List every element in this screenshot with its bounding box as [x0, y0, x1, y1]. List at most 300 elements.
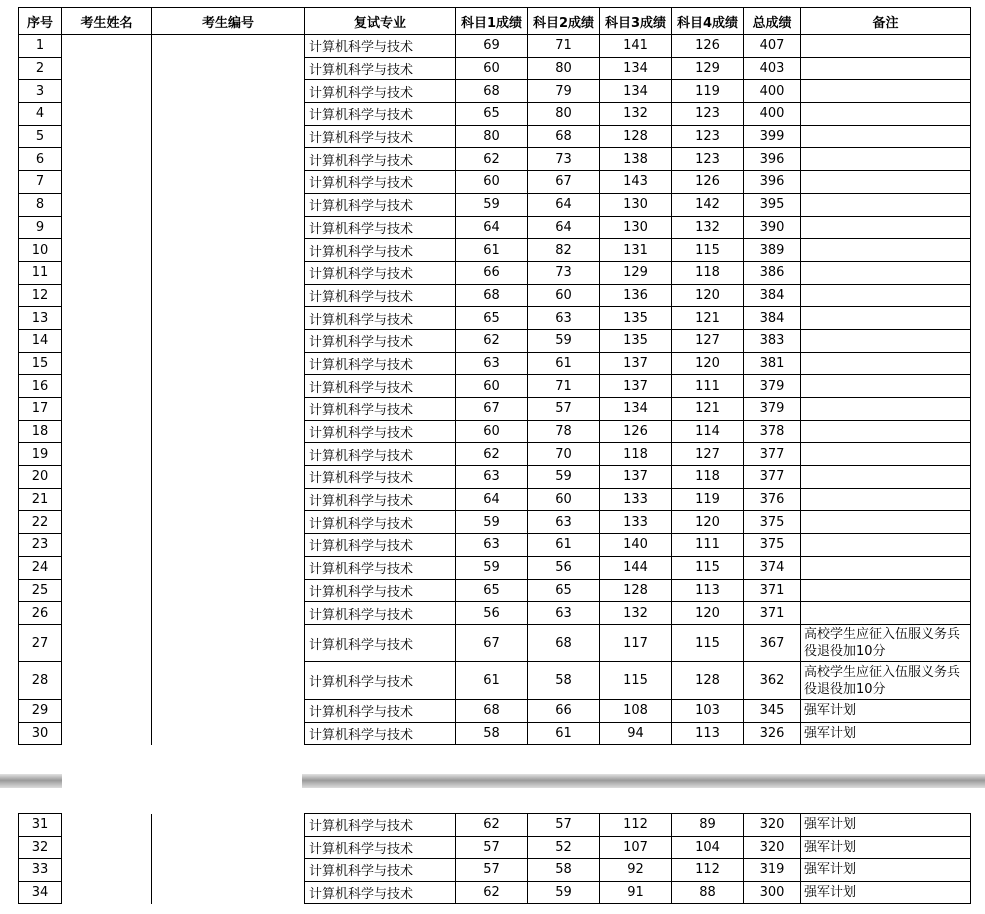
candidate-id-cell: [152, 352, 305, 375]
candidate-id-cell: [152, 329, 305, 352]
major-cell: 计算机科学与技术: [305, 556, 456, 579]
major-cell: 计算机科学与技术: [305, 420, 456, 443]
table-row: [19, 579, 971, 602]
remark-cell: 强军计划: [801, 859, 971, 882]
score3-cell: 135: [600, 307, 672, 330]
major-cell: 计算机科学与技术: [305, 579, 456, 602]
total-cell: 384: [744, 307, 801, 330]
score4-cell: 111: [672, 375, 744, 398]
major-cell: 计算机科学与技术: [305, 814, 456, 837]
table-body-part2: [19, 814, 971, 904]
score3-cell: 128: [600, 579, 672, 602]
remark-cell: [801, 488, 971, 511]
table-row: [19, 881, 971, 904]
total-cell: 389: [744, 239, 801, 262]
table-row: [19, 171, 971, 194]
name-cell: [62, 329, 152, 352]
name-cell: [62, 836, 152, 859]
seq-cell: 16: [19, 375, 62, 398]
score2-cell: 73: [528, 261, 600, 284]
major-cell: 计算机科学与技术: [305, 534, 456, 557]
table-row: [19, 722, 971, 745]
score2-cell: 59: [528, 881, 600, 904]
score3-cell: 117: [600, 624, 672, 662]
header-candidate-id: 考生编号: [152, 8, 305, 35]
score1-cell: 61: [456, 239, 528, 262]
name-cell: [62, 814, 152, 837]
name-cell: [62, 35, 152, 58]
total-cell: 396: [744, 171, 801, 194]
score4-cell: 89: [672, 814, 744, 837]
seq-cell: 30: [19, 722, 62, 745]
score4-cell: 127: [672, 329, 744, 352]
name-cell: [62, 261, 152, 284]
table-row: [19, 466, 971, 489]
score4-cell: 114: [672, 420, 744, 443]
candidate-id-cell: [152, 420, 305, 443]
score1-cell: 67: [456, 624, 528, 662]
score1-cell: 60: [456, 375, 528, 398]
score2-cell: 64: [528, 216, 600, 239]
name-cell: [62, 284, 152, 307]
table-row: [19, 375, 971, 398]
score2-cell: 60: [528, 488, 600, 511]
table-row: [19, 814, 971, 837]
candidate-id-cell: [152, 662, 305, 700]
table-row: [19, 443, 971, 466]
score3-cell: 134: [600, 398, 672, 421]
remark-cell: 高校学生应征入伍服义务兵役退役加10分: [801, 662, 971, 700]
major-cell: 计算机科学与技术: [305, 881, 456, 904]
seq-cell: 15: [19, 352, 62, 375]
major-cell: 计算机科学与技术: [305, 722, 456, 745]
score4-cell: 123: [672, 125, 744, 148]
score4-cell: 120: [672, 602, 744, 625]
remark-cell: [801, 171, 971, 194]
score2-cell: 71: [528, 35, 600, 58]
table-row: [19, 329, 971, 352]
candidate-id-cell: [152, 216, 305, 239]
score2-cell: 56: [528, 556, 600, 579]
table-row: [19, 624, 971, 662]
score1-cell: 80: [456, 125, 528, 148]
score2-cell: 79: [528, 80, 600, 103]
candidate-id-cell: [152, 261, 305, 284]
score2-cell: 58: [528, 859, 600, 882]
seq-cell: 1: [19, 35, 62, 58]
score2-cell: 59: [528, 329, 600, 352]
score3-cell: 107: [600, 836, 672, 859]
seq-cell: 25: [19, 579, 62, 602]
score4-cell: 88: [672, 881, 744, 904]
candidate-id-cell: [152, 307, 305, 330]
table-row: [19, 239, 971, 262]
table-row: [19, 261, 971, 284]
score1-cell: 66: [456, 261, 528, 284]
score2-cell: 78: [528, 420, 600, 443]
score1-cell: 64: [456, 216, 528, 239]
score2-cell: 82: [528, 239, 600, 262]
major-cell: 计算机科学与技术: [305, 261, 456, 284]
score1-cell: 60: [456, 171, 528, 194]
score1-cell: 59: [456, 511, 528, 534]
name-cell: [62, 466, 152, 489]
score4-cell: 113: [672, 722, 744, 745]
score1-cell: 63: [456, 352, 528, 375]
seq-cell: 28: [19, 662, 62, 700]
table-row: [19, 488, 971, 511]
score4-cell: 142: [672, 193, 744, 216]
name-cell: [62, 125, 152, 148]
total-cell: 371: [744, 579, 801, 602]
score1-cell: 65: [456, 579, 528, 602]
total-cell: 400: [744, 80, 801, 103]
name-cell: [62, 488, 152, 511]
remark-cell: 强军计划: [801, 836, 971, 859]
score2-cell: 61: [528, 722, 600, 745]
table-row: [19, 80, 971, 103]
candidate-id-cell: [152, 103, 305, 126]
score4-cell: 129: [672, 57, 744, 80]
remark-cell: [801, 261, 971, 284]
remark-cell: [801, 352, 971, 375]
seq-cell: 32: [19, 836, 62, 859]
score3-cell: 137: [600, 375, 672, 398]
total-cell: 383: [744, 329, 801, 352]
score3-cell: 141: [600, 35, 672, 58]
remark-cell: [801, 307, 971, 330]
table-row: [19, 836, 971, 859]
score3-cell: 144: [600, 556, 672, 579]
candidate-id-cell: [152, 398, 305, 421]
table-row: [19, 662, 971, 700]
score1-cell: 62: [456, 814, 528, 837]
total-cell: 403: [744, 57, 801, 80]
header-remark: 备注: [801, 8, 971, 35]
remark-cell: [801, 511, 971, 534]
seq-cell: 5: [19, 125, 62, 148]
major-cell: 计算机科学与技术: [305, 329, 456, 352]
score1-cell: 68: [456, 80, 528, 103]
table-header-row: [19, 8, 971, 35]
score1-cell: 68: [456, 699, 528, 722]
score3-cell: 138: [600, 148, 672, 171]
table-row: [19, 602, 971, 625]
candidate-id-cell: [152, 125, 305, 148]
score3-cell: 130: [600, 193, 672, 216]
remark-cell: 强军计划: [801, 881, 971, 904]
seq-cell: 23: [19, 534, 62, 557]
name-cell: [62, 398, 152, 421]
score3-cell: 126: [600, 420, 672, 443]
score1-cell: 67: [456, 398, 528, 421]
seq-cell: 13: [19, 307, 62, 330]
seq-cell: 27: [19, 624, 62, 662]
major-cell: 计算机科学与技术: [305, 511, 456, 534]
candidate-id-cell: [152, 375, 305, 398]
header-major: 复试专业: [305, 8, 456, 35]
name-cell: [62, 171, 152, 194]
score4-cell: 128: [672, 662, 744, 700]
candidate-id-cell: [152, 80, 305, 103]
major-cell: 计算机科学与技术: [305, 193, 456, 216]
table-row: [19, 35, 971, 58]
table-row: [19, 284, 971, 307]
score2-cell: 61: [528, 352, 600, 375]
major-cell: 计算机科学与技术: [305, 375, 456, 398]
name-cell: [62, 216, 152, 239]
total-cell: 376: [744, 488, 801, 511]
candidate-id-cell: [152, 488, 305, 511]
score2-cell: 67: [528, 171, 600, 194]
candidate-id-cell: [152, 171, 305, 194]
seq-cell: 12: [19, 284, 62, 307]
score2-cell: 63: [528, 602, 600, 625]
score3-cell: 137: [600, 466, 672, 489]
header-score2: 科目2成绩: [528, 8, 600, 35]
name-cell: [62, 57, 152, 80]
seq-cell: 26: [19, 602, 62, 625]
remark-cell: [801, 398, 971, 421]
seq-cell: 3: [19, 80, 62, 103]
header-score3: 科目3成绩: [600, 8, 672, 35]
score3-cell: 135: [600, 329, 672, 352]
score2-cell: 57: [528, 814, 600, 837]
score3-cell: 143: [600, 171, 672, 194]
score1-cell: 60: [456, 57, 528, 80]
score2-cell: 70: [528, 443, 600, 466]
major-cell: 计算机科学与技术: [305, 307, 456, 330]
major-cell: 计算机科学与技术: [305, 80, 456, 103]
major-cell: 计算机科学与技术: [305, 859, 456, 882]
remark-cell: [801, 534, 971, 557]
name-cell: [62, 699, 152, 722]
name-cell: [62, 352, 152, 375]
remark-cell: [801, 193, 971, 216]
name-cell: [62, 556, 152, 579]
total-cell: 377: [744, 443, 801, 466]
score4-cell: 112: [672, 859, 744, 882]
score4-cell: 127: [672, 443, 744, 466]
score1-cell: 63: [456, 466, 528, 489]
header-seq: 序号: [19, 8, 62, 35]
score3-cell: 134: [600, 80, 672, 103]
score2-cell: 71: [528, 375, 600, 398]
name-cell: [62, 511, 152, 534]
score2-cell: 52: [528, 836, 600, 859]
score3-cell: 133: [600, 488, 672, 511]
score1-cell: 59: [456, 556, 528, 579]
score3-cell: 128: [600, 125, 672, 148]
table-row: [19, 556, 971, 579]
remark-cell: [801, 148, 971, 171]
major-cell: 计算机科学与技术: [305, 602, 456, 625]
candidate-id-cell: [152, 466, 305, 489]
score1-cell: 62: [456, 329, 528, 352]
score2-cell: 80: [528, 57, 600, 80]
remark-cell: [801, 284, 971, 307]
score4-cell: 118: [672, 466, 744, 489]
score3-cell: 115: [600, 662, 672, 700]
score3-cell: 129: [600, 261, 672, 284]
score4-cell: 113: [672, 579, 744, 602]
total-cell: 345: [744, 699, 801, 722]
seq-cell: 18: [19, 420, 62, 443]
candidate-id-cell: [152, 511, 305, 534]
score3-cell: 131: [600, 239, 672, 262]
score4-cell: 111: [672, 534, 744, 557]
name-cell: [62, 881, 152, 904]
score1-cell: 69: [456, 35, 528, 58]
major-cell: 计算机科学与技术: [305, 488, 456, 511]
seq-cell: 34: [19, 881, 62, 904]
seq-cell: 31: [19, 814, 62, 837]
candidate-id-cell: [152, 859, 305, 882]
candidate-id-cell: [152, 836, 305, 859]
total-cell: 384: [744, 284, 801, 307]
score1-cell: 57: [456, 836, 528, 859]
remark-cell: 强军计划: [801, 699, 971, 722]
score4-cell: 104: [672, 836, 744, 859]
table-row: [19, 216, 971, 239]
total-cell: 379: [744, 398, 801, 421]
major-cell: 计算机科学与技术: [305, 284, 456, 307]
score4-cell: 123: [672, 148, 744, 171]
candidate-id-cell: [152, 579, 305, 602]
score2-cell: 73: [528, 148, 600, 171]
score1-cell: 57: [456, 859, 528, 882]
seq-cell: 19: [19, 443, 62, 466]
candidate-id-cell: [152, 699, 305, 722]
score1-cell: 65: [456, 103, 528, 126]
page-break-band-left: [0, 774, 62, 788]
admission-score-table: [18, 7, 971, 745]
score3-cell: 140: [600, 534, 672, 557]
major-cell: 计算机科学与技术: [305, 148, 456, 171]
score4-cell: 121: [672, 398, 744, 421]
seq-cell: 4: [19, 103, 62, 126]
remark-cell: [801, 239, 971, 262]
major-cell: 计算机科学与技术: [305, 624, 456, 662]
score4-cell: 115: [672, 239, 744, 262]
seq-cell: 21: [19, 488, 62, 511]
total-cell: 399: [744, 125, 801, 148]
seq-cell: 22: [19, 511, 62, 534]
table-body-part1: [19, 35, 971, 745]
score4-cell: 132: [672, 216, 744, 239]
total-cell: 396: [744, 148, 801, 171]
name-cell: [62, 534, 152, 557]
score4-cell: 123: [672, 103, 744, 126]
table-row: [19, 859, 971, 882]
score1-cell: 64: [456, 488, 528, 511]
major-cell: 计算机科学与技术: [305, 443, 456, 466]
candidate-id-cell: [152, 881, 305, 904]
seq-cell: 6: [19, 148, 62, 171]
table-row: [19, 352, 971, 375]
score4-cell: 120: [672, 511, 744, 534]
name-cell: [62, 80, 152, 103]
score2-cell: 58: [528, 662, 600, 700]
major-cell: 计算机科学与技术: [305, 125, 456, 148]
score2-cell: 61: [528, 534, 600, 557]
score4-cell: 119: [672, 80, 744, 103]
score3-cell: 108: [600, 699, 672, 722]
score1-cell: 62: [456, 443, 528, 466]
seq-cell: 10: [19, 239, 62, 262]
remark-cell: [801, 35, 971, 58]
major-cell: 计算机科学与技术: [305, 239, 456, 262]
score4-cell: 118: [672, 261, 744, 284]
major-cell: 计算机科学与技术: [305, 35, 456, 58]
remark-cell: [801, 556, 971, 579]
candidate-id-cell: [152, 57, 305, 80]
total-cell: 386: [744, 261, 801, 284]
major-cell: 计算机科学与技术: [305, 103, 456, 126]
major-cell: 计算机科学与技术: [305, 466, 456, 489]
major-cell: 计算机科学与技术: [305, 352, 456, 375]
table-row: [19, 398, 971, 421]
candidate-id-cell: [152, 148, 305, 171]
seq-cell: 7: [19, 171, 62, 194]
seq-cell: 9: [19, 216, 62, 239]
remark-cell: [801, 420, 971, 443]
total-cell: 390: [744, 216, 801, 239]
score4-cell: 126: [672, 171, 744, 194]
table-row: [19, 148, 971, 171]
remark-cell: [801, 579, 971, 602]
remark-cell: [801, 466, 971, 489]
total-cell: 395: [744, 193, 801, 216]
score4-cell: 120: [672, 352, 744, 375]
major-cell: 计算机科学与技术: [305, 216, 456, 239]
score1-cell: 56: [456, 602, 528, 625]
major-cell: 计算机科学与技术: [305, 171, 456, 194]
remark-cell: [801, 125, 971, 148]
score3-cell: 137: [600, 352, 672, 375]
remark-cell: [801, 57, 971, 80]
remark-cell: 强军计划: [801, 814, 971, 837]
total-cell: 379: [744, 375, 801, 398]
score2-cell: 66: [528, 699, 600, 722]
score1-cell: 62: [456, 148, 528, 171]
major-cell: 计算机科学与技术: [305, 398, 456, 421]
score3-cell: 136: [600, 284, 672, 307]
name-cell: [62, 624, 152, 662]
table-row: [19, 699, 971, 722]
score2-cell: 64: [528, 193, 600, 216]
major-cell: 计算机科学与技术: [305, 662, 456, 700]
name-cell: [62, 239, 152, 262]
score3-cell: 91: [600, 881, 672, 904]
seq-cell: 17: [19, 398, 62, 421]
total-cell: 371: [744, 602, 801, 625]
score2-cell: 65: [528, 579, 600, 602]
score1-cell: 62: [456, 881, 528, 904]
name-cell: [62, 193, 152, 216]
total-cell: 326: [744, 722, 801, 745]
name-cell: [62, 662, 152, 700]
name-cell: [62, 375, 152, 398]
score2-cell: 60: [528, 284, 600, 307]
candidate-id-cell: [152, 239, 305, 262]
seq-cell: 33: [19, 859, 62, 882]
seq-cell: 29: [19, 699, 62, 722]
candidate-id-cell: [152, 35, 305, 58]
seq-cell: 2: [19, 57, 62, 80]
score3-cell: 130: [600, 216, 672, 239]
name-cell: [62, 148, 152, 171]
